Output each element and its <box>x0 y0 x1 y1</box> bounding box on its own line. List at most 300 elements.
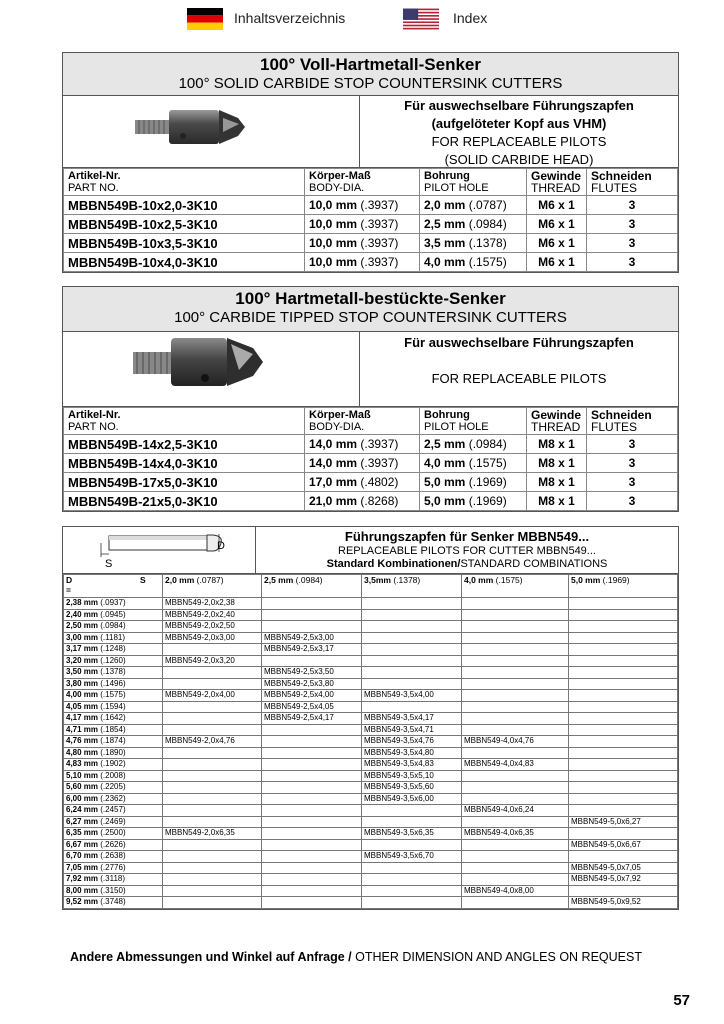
flutes-cell: 3 <box>587 492 678 511</box>
pilot-hole-mm: 5,0 mm <box>424 494 466 508</box>
section-title-en: 100° SOLID CARBIDE STOP COUNTERSINK CUTTERS <box>178 75 563 92</box>
pilot-part-cell: MBBN549-5,0x7,05 <box>569 862 678 874</box>
pilot-part-cell: MBBN549-3,5x6,70 <box>362 851 462 863</box>
pilot-part-cell <box>569 736 678 748</box>
pilot-diameter <box>64 885 163 897</box>
pilot-diameter <box>64 667 163 679</box>
pilot-part-cell <box>163 816 262 828</box>
row-mm: 4,71 mm <box>66 724 99 734</box>
pilot-hole-mm: 4,0 mm <box>424 456 466 470</box>
pilot-row <box>64 805 678 817</box>
flutes-cell: 3 <box>587 473 678 492</box>
pilot-table <box>63 574 678 909</box>
row-in: (.2205) <box>100 782 126 792</box>
row-in: (.1181) <box>100 632 126 642</box>
table-header-row <box>64 169 678 196</box>
pilot-part-cell <box>362 701 462 713</box>
row-mm: 5,60 mm <box>66 782 99 792</box>
pilot-row <box>64 621 678 633</box>
body-dia-cell <box>305 196 420 215</box>
combo-line: Standard Kombinationen/STANDARD COMBINATIONS <box>326 558 608 570</box>
pilot-hole-mm: 2,0 mm <box>424 198 466 212</box>
pilot-part-cell: MBBN549-3,5x5,10 <box>362 770 462 782</box>
carbide-tipped-section <box>62 286 679 512</box>
pilot-part-cell <box>462 655 569 667</box>
pilot-hole-cell <box>420 435 527 454</box>
section-title-en: 100° CARBIDE TIPPED STOP COUNTERSINK CUTTERS <box>174 309 567 326</box>
body-dia-cell <box>305 492 420 511</box>
pilot-part-cell <box>462 701 569 713</box>
pilot-part-cell: MBBN549-2,0x2,38 <box>163 598 262 610</box>
pilot-part-cell <box>362 678 462 690</box>
pilot-part-cell <box>462 851 569 863</box>
pilot-row <box>64 655 678 667</box>
section-header <box>63 53 678 96</box>
header-pilot-hole: Bohrung PILOT HOLE <box>420 169 527 196</box>
flutes-cell: 3 <box>587 435 678 454</box>
row-mm: 6,70 mm <box>66 851 99 861</box>
body-dia-in: (.3937) <box>360 255 399 269</box>
pilot-part-cell <box>569 747 678 759</box>
row-in: (.2469) <box>100 816 126 826</box>
table-row <box>64 196 678 215</box>
pilot-col-header <box>462 575 569 598</box>
pilot-part-cell <box>262 828 362 840</box>
pilot-row <box>64 839 678 851</box>
contents-link-de[interactable]: Inhaltsverzeichnis <box>234 10 346 26</box>
pilot-diameter <box>64 851 163 863</box>
pilot-diameter <box>64 644 163 656</box>
table-row <box>64 253 678 272</box>
thread-cell: M8 x 1 <box>527 473 587 492</box>
row-in: (.1890) <box>100 747 126 757</box>
pilot-part-cell: MBBN549-3,5x6,00 <box>362 793 462 805</box>
row-mm: 4,17 mm <box>66 713 99 723</box>
pilot-diameter <box>64 655 163 667</box>
pilot-part-cell <box>163 839 262 851</box>
pilot-row <box>64 851 678 863</box>
pilot-part-cell: MBBN549-4,0x8,00 <box>462 885 569 897</box>
header-flutes: Schneiden FLUTES <box>587 408 678 435</box>
row-in: (.1260) <box>100 655 126 665</box>
pilot-part-cell <box>163 701 262 713</box>
corner-header: D S = <box>64 575 163 598</box>
pilot-part-cell <box>462 690 569 702</box>
pilot-part-cell <box>362 644 462 656</box>
body-dia-mm: 17,0 mm <box>309 475 358 489</box>
pilot-diameter <box>64 805 163 817</box>
thread-cell: M6 x 1 <box>527 234 587 253</box>
solid-carbide-section <box>62 52 679 273</box>
pilot-row <box>64 690 678 702</box>
pilot-hole-in: (.0984) <box>468 437 507 451</box>
pilot-part-cell <box>462 747 569 759</box>
pilot-part-cell <box>462 770 569 782</box>
desc-de-line1: Für auswechselbare Führungszapfen <box>404 335 634 350</box>
pilot-diameter <box>64 793 163 805</box>
pilot-part-cell <box>362 839 462 851</box>
pilot-part-cell <box>569 609 678 621</box>
pilot-diameter <box>64 724 163 736</box>
row-mm: 9,52 mm <box>66 897 99 907</box>
row-mm: 3,50 mm <box>66 667 99 677</box>
pilot-diameter <box>64 874 163 886</box>
pilot-part-cell <box>362 862 462 874</box>
table-row <box>64 473 678 492</box>
row-mm: 3,20 mm <box>66 655 99 665</box>
table-row <box>64 435 678 454</box>
table-row <box>64 492 678 511</box>
pilot-row <box>64 598 678 610</box>
row-in: (.3150) <box>100 885 126 895</box>
row-mm: 3,80 mm <box>66 678 99 688</box>
row-in: (.3118) <box>100 874 126 884</box>
body-dia-mm: 10,0 mm <box>309 198 358 212</box>
body-dia-mm: 10,0 mm <box>309 217 358 231</box>
pilot-part-cell: MBBN549-5,0x9,52 <box>569 897 678 909</box>
body-dia-mm: 14,0 mm <box>309 456 358 470</box>
pilot-part-cell <box>362 885 462 897</box>
pilot-hole-mm: 2,5 mm <box>424 437 466 451</box>
pilot-row <box>64 644 678 656</box>
pilot-part-cell <box>569 724 678 736</box>
row-in: (.2500) <box>100 828 126 838</box>
german-flag-icon[interactable] <box>187 8 223 30</box>
pilot-part-cell: MBBN549-2,5x3,50 <box>262 667 362 679</box>
pilot-part-cell <box>163 782 262 794</box>
row-in: (.2626) <box>100 839 126 849</box>
pilot-part-cell <box>462 644 569 656</box>
pilot-diameter <box>64 828 163 840</box>
index-link-en[interactable]: Index <box>453 10 488 26</box>
pilot-diameter <box>64 759 163 771</box>
pilot-part-cell <box>569 713 678 725</box>
pilot-diameter <box>64 678 163 690</box>
row-mm: 2,50 mm <box>66 621 99 631</box>
pilot-part-cell <box>569 828 678 840</box>
pilot-part-cell <box>262 816 362 828</box>
col-mm: 2,0 mm <box>165 575 195 585</box>
pilot-part-cell <box>163 747 262 759</box>
part-number: MBBN549B-14x2,5-3K10 <box>64 435 305 454</box>
body-dia-in: (.3937) <box>360 236 399 250</box>
pilot-part-cell <box>362 598 462 610</box>
pilot-part-cell <box>462 713 569 725</box>
pilot-part-cell <box>569 678 678 690</box>
pilot-part-cell <box>569 667 678 679</box>
pilot-part-cell <box>462 793 569 805</box>
pilot-part-cell <box>362 897 462 909</box>
body-dia-in: (.4802) <box>360 475 399 489</box>
pilot-part-cell: MBBN549-2,0x2,50 <box>163 621 262 633</box>
pilot-part-cell <box>462 621 569 633</box>
pilot-part-cell: MBBN549-2,0x3,20 <box>163 655 262 667</box>
pilot-part-cell: MBBN549-4,0x6,24 <box>462 805 569 817</box>
pilot-col-header <box>569 575 678 598</box>
pilot-part-cell <box>569 598 678 610</box>
pilot-part-cell <box>362 667 462 679</box>
body-dia-in: (.3937) <box>360 198 399 212</box>
pilot-hole-in: (.1969) <box>468 494 507 508</box>
pilot-part-cell <box>569 621 678 633</box>
pilot-diameter <box>64 701 163 713</box>
description-text <box>360 332 678 388</box>
row-in: (.1496) <box>100 678 126 688</box>
pilot-diameter <box>64 747 163 759</box>
pilot-title-en: REPLACEABLE PILOTS FOR CUTTER MBBN549... <box>338 545 596 557</box>
pilot-part-cell <box>163 713 262 725</box>
row-mm: 7,05 mm <box>66 862 99 872</box>
header-thread: Gewinde THREAD <box>527 408 587 435</box>
desc-en-line2: (SOLID CARBIDE HEAD) <box>444 152 594 167</box>
pilot-diameter <box>64 609 163 621</box>
pilot-part-cell <box>462 816 569 828</box>
pilot-hole-cell <box>420 454 527 473</box>
diagram-label-d: D <box>217 540 225 552</box>
pilot-hole-in: (.1969) <box>468 475 507 489</box>
body-dia-mm: 21,0 mm <box>309 494 358 508</box>
countersink-image <box>63 332 360 406</box>
body-dia-cell <box>305 253 420 272</box>
pilot-diagram <box>63 527 256 573</box>
pilot-title-de: Führungszapfen für Senker MBBN549... <box>344 529 590 544</box>
pilot-part-cell: MBBN549-2,5x4,05 <box>262 701 362 713</box>
pilot-part-cell <box>163 770 262 782</box>
pilot-part-cell <box>362 816 462 828</box>
pilot-part-cell <box>569 782 678 794</box>
pilot-part-cell: MBBN549-2,0x3,00 <box>163 632 262 644</box>
row-in: (.1248) <box>100 644 126 654</box>
pilot-part-cell <box>163 667 262 679</box>
page-number: 57 <box>673 992 690 1009</box>
body-dia-in: (.3937) <box>360 217 399 231</box>
body-dia-mm: 14,0 mm <box>309 437 358 451</box>
pilot-hole-cell <box>420 234 527 253</box>
row-mm: 6,00 mm <box>66 793 99 803</box>
part-number: MBBN549B-17x5,0-3K10 <box>64 473 305 492</box>
col-in: (.1378) <box>393 575 421 585</box>
pilot-row <box>64 828 678 840</box>
pilot-col-header <box>262 575 362 598</box>
pilot-part-cell <box>362 874 462 886</box>
body-dia-cell <box>305 454 420 473</box>
pilot-part-cell <box>163 805 262 817</box>
pilot-part-cell <box>462 678 569 690</box>
pilot-diameter <box>64 897 163 909</box>
description-text <box>360 96 678 169</box>
pilot-diameter <box>64 816 163 828</box>
pilot-row <box>64 736 678 748</box>
pilot-part-cell <box>163 862 262 874</box>
pilot-combinations-section <box>62 526 679 910</box>
countersink-image <box>63 96 360 167</box>
pilot-row <box>64 897 678 909</box>
header-body-dia: Körper-Maß BODY-DIA. <box>305 169 420 196</box>
pilot-part-cell <box>362 632 462 644</box>
pilot-part-cell <box>163 724 262 736</box>
pilot-hole-in: (.1575) <box>468 456 507 470</box>
pilot-part-cell <box>569 759 678 771</box>
header-pilot-hole: Bohrung PILOT HOLE <box>420 408 527 435</box>
header-thread: Gewinde THREAD <box>527 169 587 196</box>
thread-cell: M8 x 1 <box>527 492 587 511</box>
header-flutes: Schneiden FLUTES <box>587 169 678 196</box>
pilot-col-header <box>362 575 462 598</box>
row-in: (.3748) <box>100 897 126 907</box>
section-title-de: 100° Hartmetall-bestückte-Senker <box>235 289 506 308</box>
header-body-dia: Körper-Maß BODY-DIA. <box>305 408 420 435</box>
pilot-part-cell <box>569 690 678 702</box>
pilot-part-cell: MBBN549-2,0x6,35 <box>163 828 262 840</box>
row-in: (.2638) <box>100 851 126 861</box>
pilot-hole-mm: 2,5 mm <box>424 217 466 231</box>
pilot-part-cell <box>462 667 569 679</box>
pilot-part-cell: MBBN549-2,0x2,40 <box>163 609 262 621</box>
pilot-part-cell: MBBN549-4,0x6,35 <box>462 828 569 840</box>
pilot-part-cell <box>262 874 362 886</box>
pilot-col-header <box>163 575 262 598</box>
pilot-diameter <box>64 690 163 702</box>
col-mm: 5,0 mm <box>571 575 601 585</box>
pilot-part-cell <box>569 805 678 817</box>
row-mm: 4,80 mm <box>66 747 99 757</box>
row-in: (.2362) <box>100 793 126 803</box>
pilot-part-cell <box>262 885 362 897</box>
pilot-diameter <box>64 839 163 851</box>
body-dia-mm: 10,0 mm <box>309 255 358 269</box>
row-mm: 3,17 mm <box>66 644 99 654</box>
pilot-hole-cell <box>420 215 527 234</box>
table-row <box>64 234 678 253</box>
pilot-part-cell <box>569 793 678 805</box>
pilot-part-cell <box>462 839 569 851</box>
pilot-row <box>64 862 678 874</box>
pilot-part-cell <box>569 644 678 656</box>
pilot-part-cell <box>569 885 678 897</box>
pilot-part-cell <box>569 655 678 667</box>
pilot-row <box>64 782 678 794</box>
thread-cell: M6 x 1 <box>527 215 587 234</box>
part-number: MBBN549B-10x3,5-3K10 <box>64 234 305 253</box>
us-flag-icon[interactable] <box>403 8 439 30</box>
part-number: MBBN549B-10x4,0-3K10 <box>64 253 305 272</box>
pilot-table-header <box>64 575 678 598</box>
pilot-part-cell: MBBN549-3,5x6,35 <box>362 828 462 840</box>
pilot-part-cell <box>262 862 362 874</box>
section-description <box>63 332 678 407</box>
body-dia-cell <box>305 473 420 492</box>
desc-en-line1: FOR REPLACEABLE PILOTS <box>431 134 607 149</box>
row-mm: 6,27 mm <box>66 816 99 826</box>
part-table <box>63 407 678 511</box>
pilot-part-cell <box>262 598 362 610</box>
row-mm: 2,38 mm <box>66 598 99 608</box>
pilot-part-cell: MBBN549-2,0x4,76 <box>163 736 262 748</box>
top-navigation <box>0 6 724 32</box>
section-header <box>63 287 678 332</box>
pilot-part-cell <box>362 655 462 667</box>
pilot-part-cell <box>163 874 262 886</box>
body-dia-in: (.3937) <box>360 456 399 470</box>
pilot-part-cell: MBBN549-2,5x3,00 <box>262 632 362 644</box>
pilot-hole-cell <box>420 196 527 215</box>
pilot-part-cell <box>163 897 262 909</box>
col-mm: 2,5 mm <box>264 575 294 585</box>
part-number: MBBN549B-10x2,0-3K10 <box>64 196 305 215</box>
row-in: (.2008) <box>100 770 126 780</box>
col-in: (.1969) <box>602 575 630 585</box>
pilot-hole-cell <box>420 492 527 511</box>
pilot-diameter <box>64 736 163 748</box>
thread-cell: M8 x 1 <box>527 435 587 454</box>
diagram-label-s: S <box>105 558 113 570</box>
pilot-part-cell <box>362 609 462 621</box>
row-mm: 6,24 mm <box>66 805 99 815</box>
pilot-row <box>64 874 678 886</box>
pilot-part-cell <box>262 747 362 759</box>
header-part-no: Artikel-Nr. PART NO. <box>64 169 305 196</box>
body-dia-cell <box>305 234 420 253</box>
pilot-part-cell <box>462 862 569 874</box>
row-in: (.2776) <box>100 862 126 872</box>
pilot-part-cell: MBBN549-2,5x4,17 <box>262 713 362 725</box>
row-mm: 6,67 mm <box>66 839 99 849</box>
pilot-hole-in: (.1378) <box>468 236 507 250</box>
pilot-part-cell <box>262 851 362 863</box>
part-number: MBBN549B-10x2,5-3K10 <box>64 215 305 234</box>
row-mm: 2,40 mm <box>66 609 99 619</box>
flutes-cell: 3 <box>587 234 678 253</box>
pilot-part-cell <box>462 782 569 794</box>
col-in: (.0787) <box>196 575 224 585</box>
desc-en-line1: FOR REPLACEABLE PILOTS <box>431 371 607 386</box>
pilot-row <box>64 885 678 897</box>
pilot-part-cell <box>569 701 678 713</box>
pilot-row <box>64 816 678 828</box>
row-in: (.2457) <box>100 805 126 815</box>
pilot-hole-in: (.0984) <box>468 217 507 231</box>
section-description <box>63 96 678 168</box>
body-dia-mm: 10,0 mm <box>309 236 358 250</box>
pilot-hole-in: (.1575) <box>468 255 507 269</box>
row-mm: 7,92 mm <box>66 874 99 884</box>
pilot-part-cell <box>462 632 569 644</box>
pilot-row <box>64 678 678 690</box>
pilot-part-cell: MBBN549-2,5x4,00 <box>262 690 362 702</box>
pilot-part-cell <box>569 632 678 644</box>
pilot-part-cell: MBBN549-5,0x7,92 <box>569 874 678 886</box>
row-in: (.1378) <box>100 667 126 677</box>
pilot-diameter <box>64 782 163 794</box>
pilot-row <box>64 770 678 782</box>
col-mm: 3,5mm <box>364 575 391 585</box>
pilot-row <box>64 747 678 759</box>
pilot-part-cell <box>462 897 569 909</box>
pilot-part-cell <box>462 598 569 610</box>
footer-note: Andere Abmessungen und Winkel auf Anfrage / OTHER DIMENSION AND ANGLES ON REQUEST <box>70 950 642 964</box>
pilot-row <box>64 759 678 771</box>
pilot-part-cell: MBBN549-4,0x4,83 <box>462 759 569 771</box>
row-mm: 5,10 mm <box>66 770 99 780</box>
pilot-row <box>64 609 678 621</box>
pilot-part-cell <box>262 793 362 805</box>
pilot-part-cell <box>163 793 262 805</box>
pilot-row <box>64 701 678 713</box>
pilot-part-cell <box>462 724 569 736</box>
part-table <box>63 168 678 272</box>
pilot-diameter <box>64 862 163 874</box>
row-in: (.1874) <box>100 736 126 746</box>
